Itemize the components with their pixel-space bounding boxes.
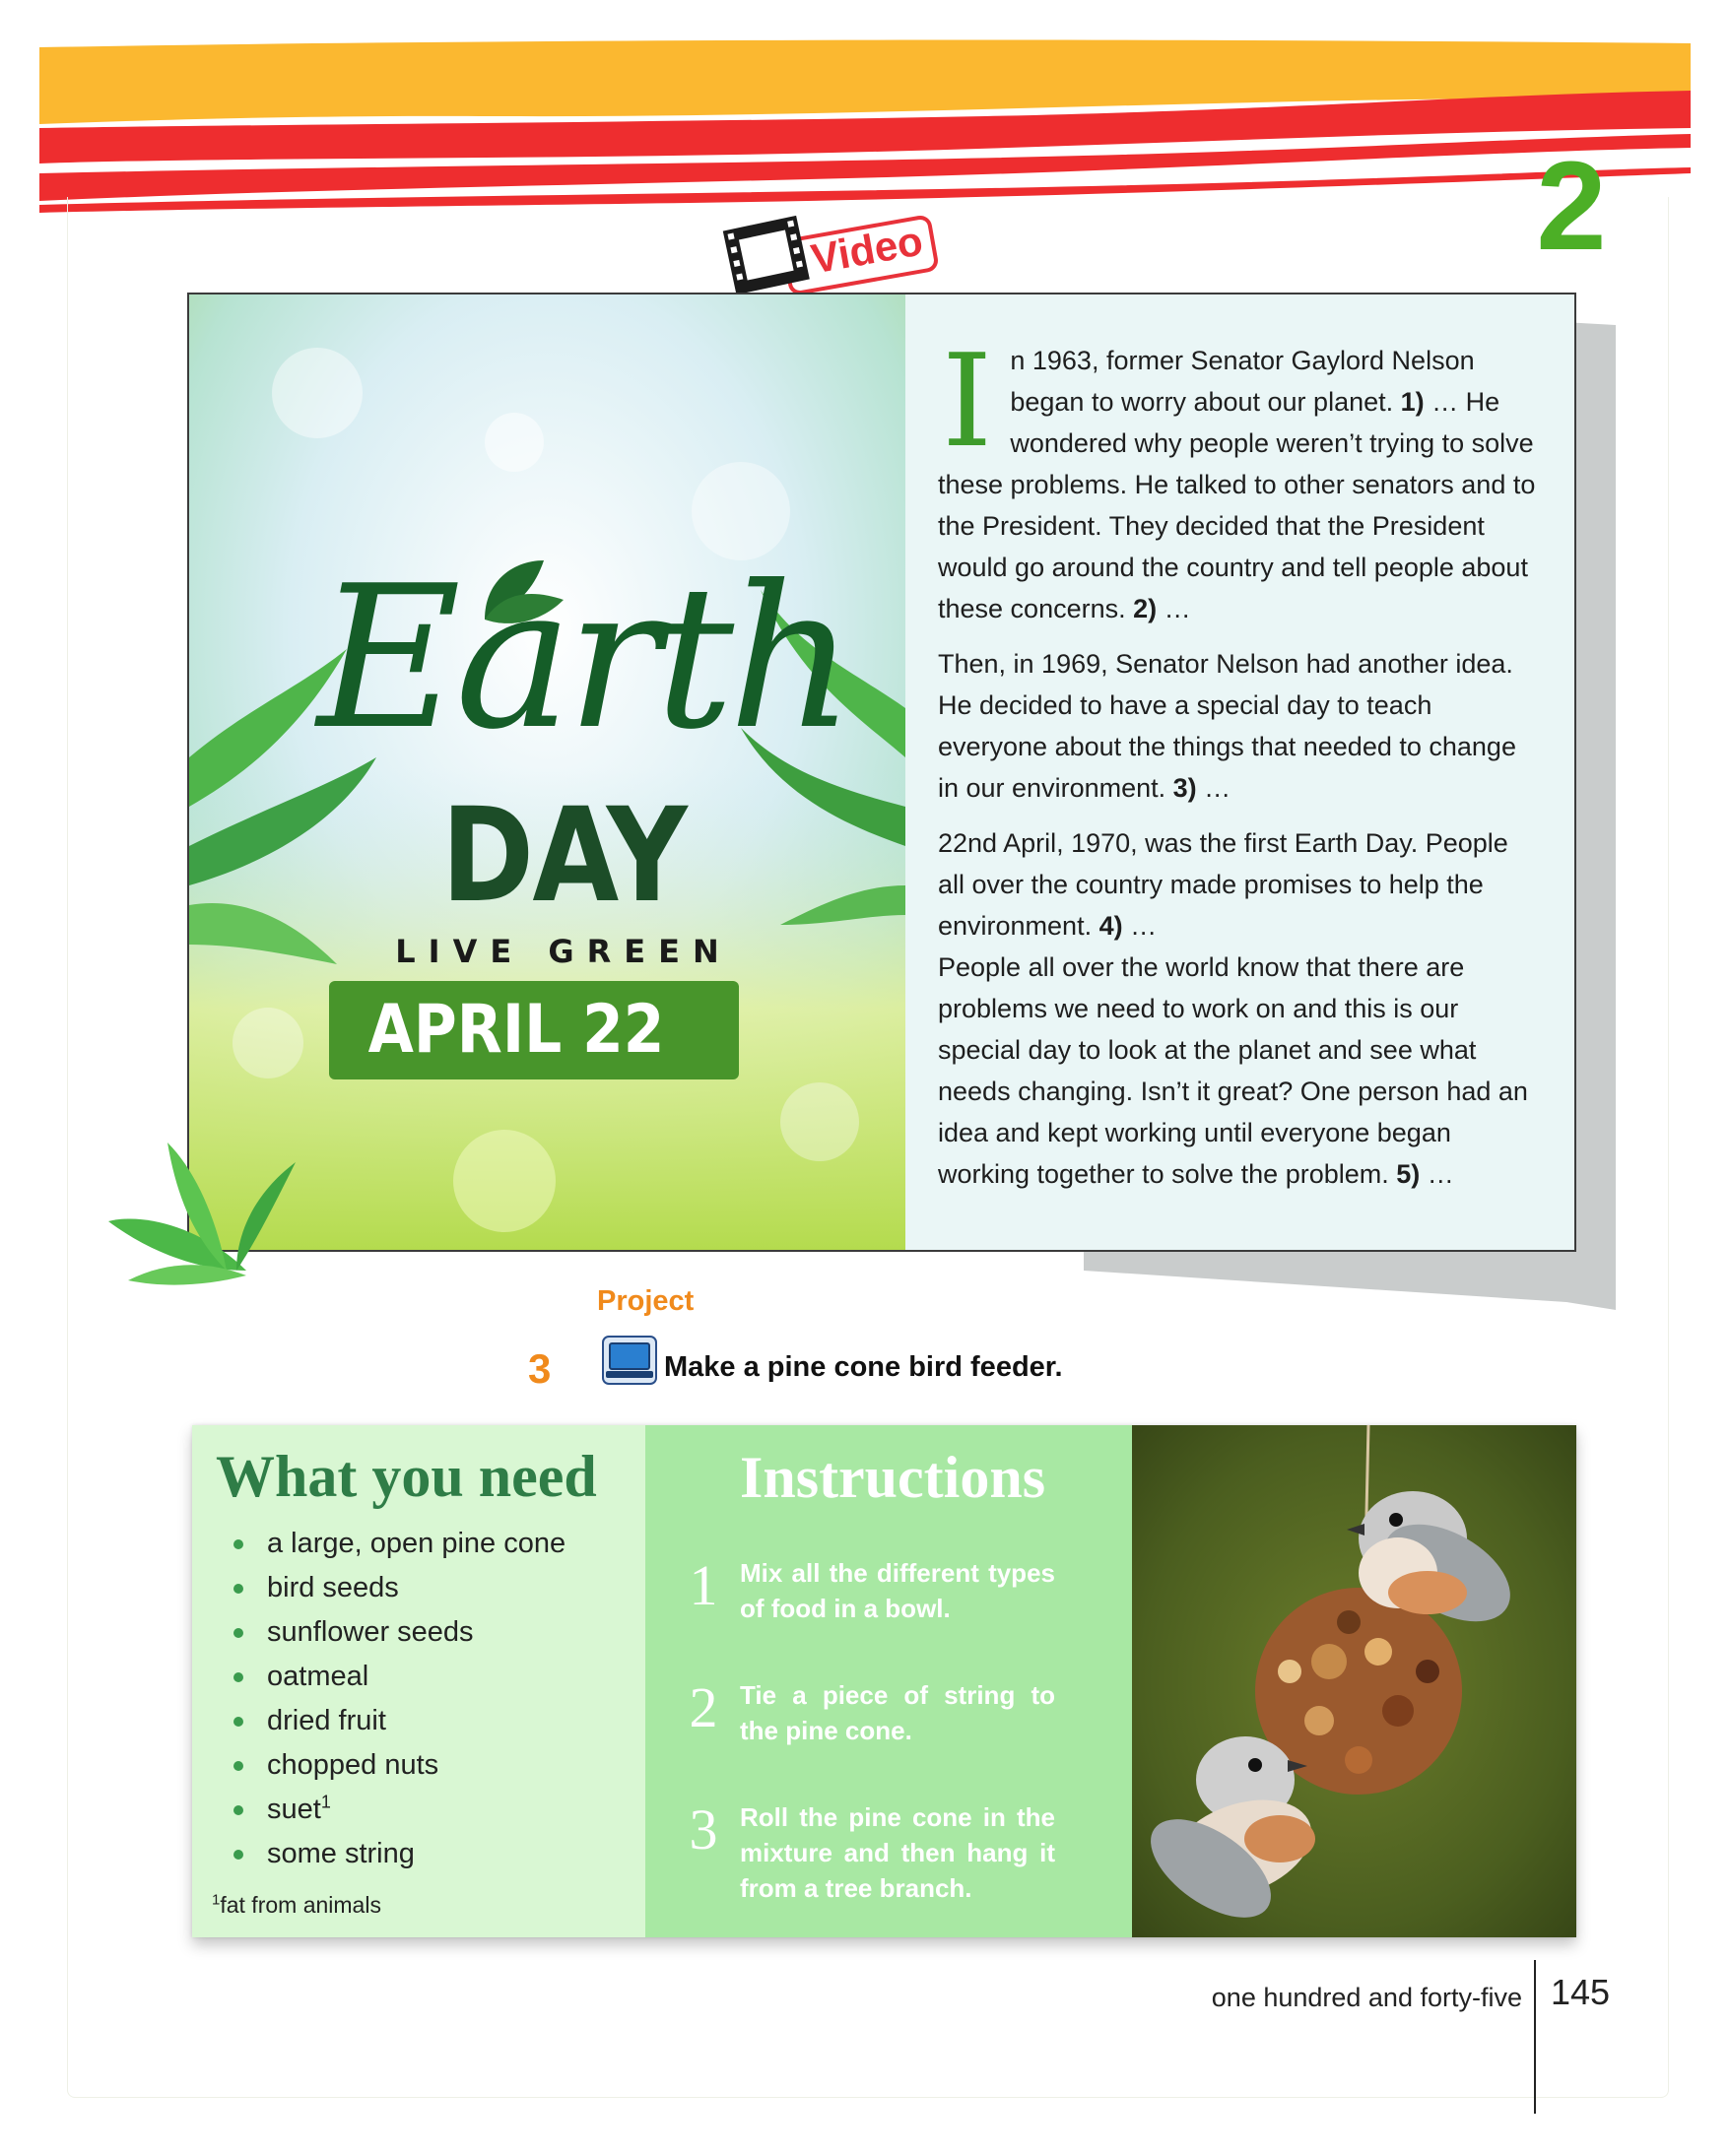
article-p1-end: … — [1164, 594, 1191, 623]
list-item-label: sunflower seeds — [267, 1616, 474, 1648]
poster-day-word: DAY — [440, 780, 687, 932]
gap-4-marker[interactable]: 4) — [1098, 911, 1123, 941]
article-p3-text: 22nd April, 1970, was the first Earth Day. People all over the country made promises to help the environment. — [938, 828, 1508, 941]
footer-divider — [1534, 1960, 1536, 2114]
task-number: 3 — [528, 1345, 552, 1392]
video-label: Video — [807, 217, 926, 283]
bullet-icon — [233, 1672, 243, 1682]
article-p2-text: Then, in 1969, Senator Nelson had another idea. He decided to have a special day to teach everyone about the things that needed to change in our environment. — [938, 649, 1516, 803]
decorative-leaf-icon — [99, 1123, 315, 1290]
article-p4-text: People all over the world know that there are problems we need to work on and this is our special day to look at the planet and see what needs changing. Isn’t it great? One person had an idea and kept working until everyone began working together to solve the problem. — [938, 952, 1528, 1189]
bird-feeder-photo — [1132, 1425, 1576, 1937]
article-p1-lead: n 1963, former Senator Gaylord Nelson began to worry about our planet. — [1010, 346, 1475, 417]
task-instruction: Make a pine cone bird feeder. — [664, 1351, 1063, 1383]
step-text: Roll the pine cone in the mixture and then hang it from a tree branch. — [740, 1802, 1055, 1903]
page-number-words: one hundred and forty-five — [1211, 1983, 1522, 2012]
bullet-icon — [233, 1584, 243, 1594]
video-badge[interactable] — [717, 209, 946, 303]
list-item — [232, 1566, 635, 1610]
project-label: Project — [597, 1285, 695, 1317]
footnote-mark: 1 — [320, 1792, 331, 1812]
needs-list — [232, 1522, 635, 1876]
earth-day-article — [938, 326, 1539, 1226]
gap-1-marker[interactable]: 1) — [1400, 387, 1425, 417]
bullet-icon — [233, 1539, 243, 1549]
step-text: Tie a piece of string to the pine cone. — [740, 1680, 1055, 1745]
step-text: Mix all the different types of food in a bowl. — [740, 1558, 1055, 1623]
footnote-number: 1 — [212, 1891, 221, 1909]
gap-2-marker[interactable]: 2) — [1133, 594, 1158, 623]
unit-number: 2 — [1536, 136, 1607, 277]
list-item — [232, 1743, 635, 1788]
list-item-label: chopped nuts — [267, 1749, 439, 1781]
list-item — [232, 1610, 635, 1655]
article-p4-end: … — [1427, 1159, 1454, 1189]
project-panel — [192, 1425, 1576, 1937]
article-p2-end: … — [1204, 773, 1231, 803]
footnote-text: fat from animals — [220, 1892, 381, 1918]
list-item-label: bird seeds — [267, 1572, 399, 1603]
list-item — [232, 1655, 635, 1699]
reading-box — [187, 293, 1576, 1252]
poster-tagline: LIVE GREEN — [395, 933, 732, 970]
bullet-icon — [233, 1805, 243, 1815]
poster-earth-word: Earth — [316, 544, 850, 773]
list-item-label: some string — [267, 1838, 415, 1869]
poster-date: APRIL 22 — [367, 991, 665, 1069]
list-item-label: oatmeal — [267, 1661, 369, 1692]
list-item-label: dried fruit — [267, 1705, 386, 1736]
gap-3-marker[interactable]: 3) — [1172, 773, 1197, 803]
article-p3-end: … — [1130, 911, 1158, 941]
bullet-icon — [233, 1628, 243, 1638]
what-you-need-title: What you need — [216, 1444, 597, 1509]
instructions-column — [645, 1425, 1132, 1937]
step-number: 1 — [689, 1553, 718, 1617]
bullet-icon — [233, 1850, 243, 1860]
list-item-label: suet — [267, 1794, 321, 1825]
list-item-label: a large, open pine cone — [267, 1528, 566, 1559]
page-number: 145 — [1551, 1972, 1611, 2012]
laptop-icon[interactable] — [602, 1336, 657, 1385]
list-item — [232, 1522, 635, 1566]
list-item — [232, 1699, 635, 1743]
step-number: 2 — [689, 1675, 718, 1739]
list-item — [232, 1788, 635, 1832]
bullet-icon — [233, 1717, 243, 1727]
footnote — [212, 1888, 626, 1922]
gap-5-marker[interactable]: 5) — [1396, 1159, 1421, 1189]
instructions-title: Instructions — [740, 1445, 1046, 1510]
what-you-need-column — [192, 1425, 645, 1937]
list-item — [232, 1832, 635, 1876]
article-p1-mid: … He wondered why people weren’t trying to solve these problems. He talked to other senators and to the President. They decided that the President would go around the country and tell people about these concerns. — [938, 387, 1536, 623]
article-drop-cap: I — [942, 326, 993, 476]
step-number: 3 — [689, 1797, 718, 1862]
poster-date-band — [329, 981, 739, 1079]
bullet-icon — [233, 1761, 243, 1771]
